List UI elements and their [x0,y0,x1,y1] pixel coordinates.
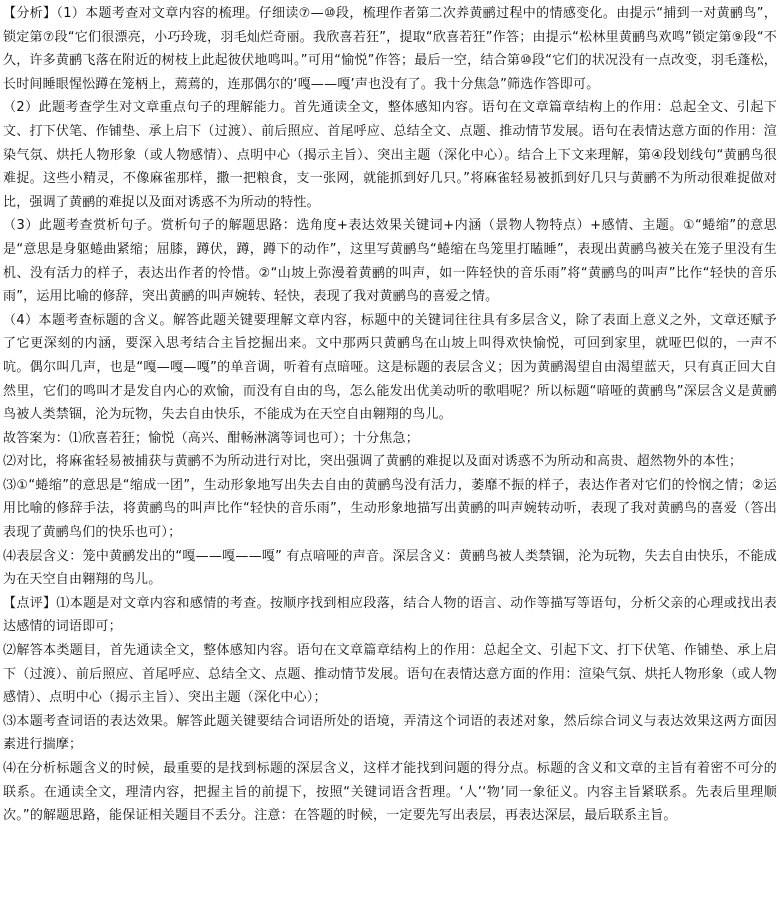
answer-item-2: ⑵对比，将麻雀轻易被捕获与黄鹂不为所动进行对比，突出强调了黄鹂的难捉以及面对诱惑不为所动和高贵、超然物外的本性； [3,454,743,470]
analysis-paragraph-4: （4）本题考查标题的含义。解答此题关键要理解文章内容，标题中的关键词往往具有多层含义，除了表面上意义之外，文章还赋予了它更深刻的内涵，要深入思考结合主旨挖掘出来。文中那两只黄鹂鸟在山坡上叫得欢快愉悦，可回到家里，就哑巴似的，一声不吭。偶尔叫几声，也是“嘎—嘎—嘎”的单音调，听着有点暗哑。这是标题的表层含义；因为黄鹂渴望自由渴望蓝天，只有真正回大自然里，它们的鸣叫才是发自内心的欢愉，而没有自由的鸟，怎么能发出优美动听的歌唱呢？所以标题“喑哑的黄鹂鸟”深层含义是黄鹂鸟被人类禁锢，沦为玩物，失去自由快乐，不能成为在天空自由翱翔的鸟儿。 [3,312,777,423]
analysis-paragraph-2: （2）此题考查学生对文章重点句子的理解能力。首先通读全文，整体感知内容。语句在文章篇章结构上的作用：总起全文、引起下文、打下伏笔、作铺垫、承上启下（过渡）、前后照应、首尾呼应、总结全文、点题、推动情节发展。语句在表情达意方面的作用：渲染气氛、烘托人物形象（或人物感情）、点明中心（揭示主旨）、突出主题（深化中心）。结合上下文来理解，第④段划线句“黄鹂鸟很难捉。这些小精灵，不像麻雀那样，撒一把粮食，支一张网，就能抓到好几只。”将麻雀轻易被抓到好几只与黄鹂不为所动很难捉做对比，强调了黄鹂的难捉以及面对诱惑不为所动的特性。 [3,100,777,210]
comment-item-4: ⑷在分析标题含义的时候，最重要的是找到标题的深层含义，这样才能找到问题的得分点。标题的含义和文章的主旨有着密不可分的联系。在通读全文，理清内容，把握主旨的前提下，按照“关键词语含哲理。‘人’‘物’同一象征义。内容主旨紧联系。先表后里理顺次。”的解题思路，能保证相关题目不丢分。注意：在答题的时候，一定要先写出表层，再表达深层，最后联系主旨。 [3,761,777,824]
comment-item-2: ⑵解答本类题目，首先通读全文，整体感知内容。语句在文章篇章结构上的作用：总起全文、引起下文、打下伏笔、作铺垫、承上启下（过渡）、前后照应、首尾呼应、总结全文、点题、推动情节发展。语句在表情达意方面的作用：渲染气氛、烘托人物形象（或人物感情）、点明中心（揭示主旨）、突出主题（深化中心）； [3,643,777,706]
comment-section [3,592,777,828]
comment-item-3: ⑶本题考查词语的表达效果。解答此题关键要结合词语所处的语境，弄清这个词语的表述对象，然后综合词义与表达效果这两方面因素进行揣摩； [3,713,777,753]
analysis-paragraph-3: （3）此题考查赏析句子。赏析句子的解题思路：选角度+表达效果关键词+内涵（景物人物特点）+感情、主题。①“蜷缩”的意思是“意思是身躯蜷曲紧缩；屈膝，蹲伏，蹲，蹲下的动作”，这里写黄鹂鸟“蜷缩在鸟笼里打瞌睡”，表现出黄鹂鸟被关在笼子里没有生机、没有活力的样子，表达出作者的怜惜。②“山坡上弥漫着黄鹂的叫声，如一阵轻快的音乐雨”将“黄鹂鸟的叫声”比作“轻快的音乐雨”，运用比喻的修辞，突出黄鹂的叫声婉转、轻快，表现了我对黄鹂鸟的喜爱之情。 [3,218,777,305]
analysis-section [3,2,777,427]
answer-item-3: ⑶①“蜷缩”的意思是“缩成一团”，生动形象地写出失去自由的黄鹂鸟没有活力，萎靡不振的样子，表达作者对它们的怜悯之情；②运用比喻的修辞手法，将黄鹂鸟的叫声比作“轻快的音乐雨”，生动形象地描写出黄鹂的叫声婉转动听，表现了我对黄鹂鸟的喜爱（答出表现了黄鹂鸟们的快乐也可）； [3,477,777,541]
answer-section [3,427,777,592]
answer-intro: 故答案为：⑴欣喜若狂；愉悦（高兴、酣畅淋漓等词也可）；十分焦急； [3,430,419,446]
comment-item-1: 【点评】⑴本题是对文章内容和感情的考查。按顺序找到相应段落，结合人物的语言、动作等描写等语句，分析父亲的心理或找出表达感情的词语即可； [3,595,777,635]
analysis-paragraph-1: 【分析】（1）本题考查对文章内容的梳理。仔细读⑦—⑩段，梳理作者第二次养黄鹂过程中的情感变化。由提示“捕到一对黄鹂鸟”，锁定第⑦段“它们很漂亮，小巧玲珑，羽毛灿烂奇丽。我欣喜若狂”，提取“欣喜若狂”作答；由提示“松林里黄鹂鸟欢鸣”锁定第⑨段“不久，许多黄鹂飞落在附近的树枝上此起彼伏地鸣叫。”可用“愉悦”作答；最后一空，结合第⑩段“它们的状况没有一点改变，羽毛蓬松，长时间睡眼惺忪蹲在笼柄上，蔫蔫的，连那偶尔的‘嘎——嘎’声也没有了。我十分焦急”筛选作答即可。 [3,6,777,92]
answer-item-4: ⑷表层含义：笼中黄鹂发出的“嘎——嘎——嘎” 有点喑哑的声音。深层含义：黄鹂鸟被人类禁锢，沦为玩物，失去自由快乐，不能成为在天空自由翱翔的鸟儿。 [3,548,777,588]
